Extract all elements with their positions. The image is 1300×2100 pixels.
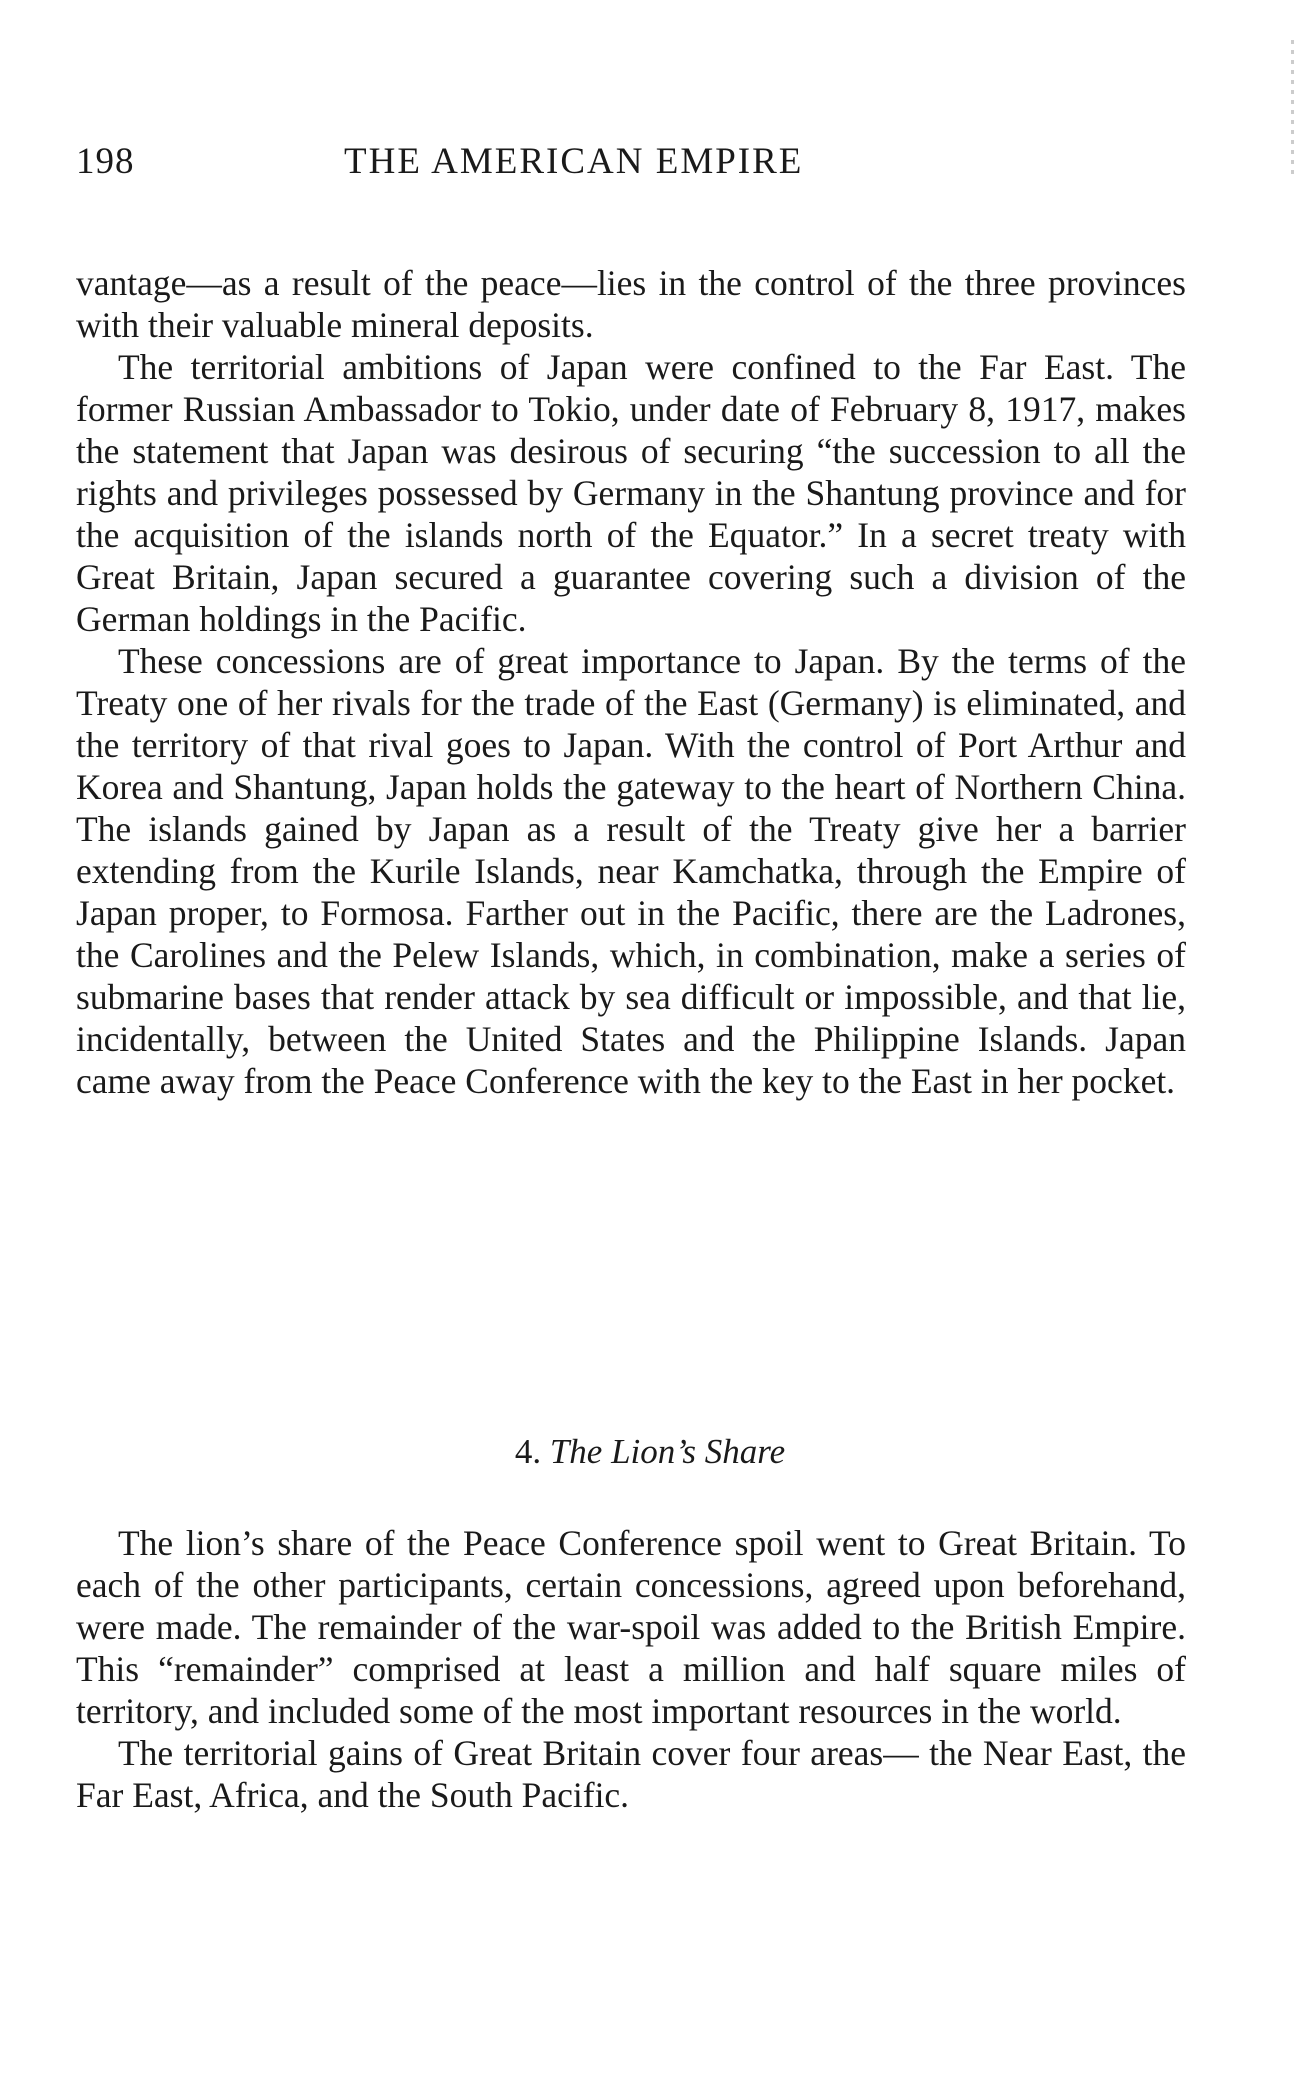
scan-edge-mark [1291,40,1294,180]
paragraph: The territorial ambitions of Japan were confined to the Far East. The former Russian Ambassador to Tokio, under date of February 8, 1917, makes the statement that Japan was desirous of securing “the succession to all the rights and privileges possessed by Germany in the Shantung province and for the acquisition of the islands north of the Equator.” In a secret treaty with Great Britain, Japan secured a guarantee covering such a division of the German holdings in the Pacific. [76,347,1186,639]
page-header [76,140,1186,190]
paragraph: The territorial gains of Great Britain cover four areas— the Near East, the Far East, Africa, and the South Pacific. [76,1733,1186,1815]
section-heading [0,1432,1300,1472]
running-title: THE AMERICAN EMPIRE [344,141,804,182]
page-number: 198 [76,141,135,182]
section-title: The Lion’s Share [549,1432,786,1471]
body-text-before-section [76,262,1186,1102]
section-number: 4. [514,1432,542,1471]
paragraph: vantage—as a result of the peace—lies in the control of the three provinces with their valuable mineral deposits. [76,263,1186,345]
paragraph: The lion’s share of the Peace Conference spoil went to Great Britain. To each of the other participants, certain concessions, agreed upon beforehand, were made. The remainder of the war-spoil was added to the British Empire. This “remainder” comprised at least a million and half square miles of territory, and included some of the most important resources in the world. [76,1523,1186,1731]
paragraph: These concessions are of great importance to Japan. By the terms of the Treaty one of her rivals for the trade of the East (Germany) is eliminated, and the territory of that rival goes to Japan. With the control of Port Arthur and Korea and Shantung, Japan holds the gateway to the heart of Northern China. The islands gained by Japan as a result of the Treaty give her a barrier extending from the Kurile Islands, near Kamchatka, through the Empire of Japan proper, to Formosa. Farther out in the Pacific, there are the Ladrones, the Carolines and the Pelew Islands, which, in combination, make a series of submarine bases that render attack by sea difficult or impossible, and that lie, incidentally, between the United States and the Philippine Islands. Japan came away from the Peace Conference with the key to the East in her pocket. [76,641,1186,1101]
body-text-after-section [76,1522,1186,1816]
